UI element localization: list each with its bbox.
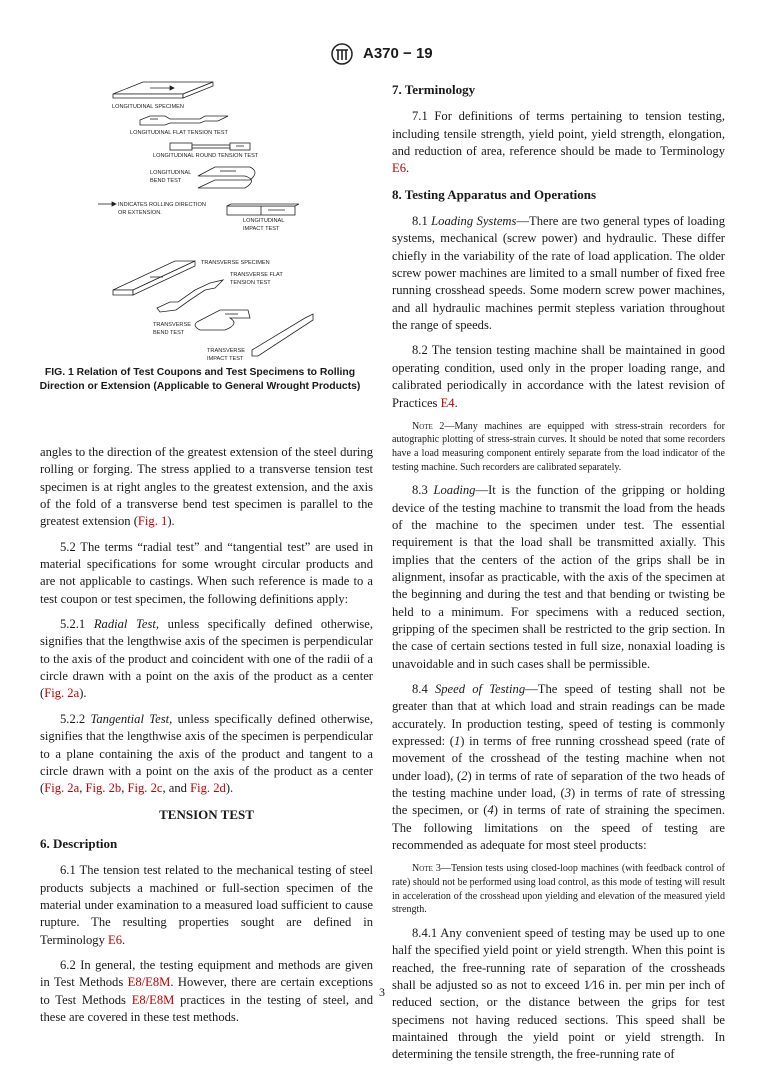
text-run: 5.2.1 [60, 617, 94, 632]
text-run: ). [79, 686, 87, 701]
text-run: —It is the function of the gripping or holding device of the testing machine to transmit the load from the heads of the machine to the specimen under test. The essential requirement is that the load shall be transmitted axially. This implies that the centers of the action of the grips shall be in alignment, insofar as practicable, with the axis of the specimen at the beginning and during the test and that bending or twisting be held to a minimum. For specimens with a reduced section, gripping of the specimen shall be restricted to the grip section. In the case of certain sections tested in full size, nonaxial loading is unavoidable and in such cases shall be permissible. [392, 483, 725, 671]
section-heading: 8. Testing Apparatus and Operations [392, 186, 597, 202]
paragraph [40, 711, 373, 798]
label-transverse-flat: TRANSVERSE FLAT [230, 272, 283, 278]
label-longitudinal-bend: LONGITUDINAL [150, 170, 192, 176]
longitudinal-bend-shape [198, 167, 255, 188]
reference-link[interactable]: Fig. 1 [137, 514, 168, 529]
right-column [392, 75, 725, 1072]
text-run: ). [225, 781, 234, 796]
paragraph [392, 681, 725, 854]
transverse-impact-shape [252, 314, 313, 356]
section-heading: 7. Terminology [392, 82, 476, 97]
reference-link[interactable]: E6 [108, 932, 123, 947]
figure-caption [30, 366, 370, 394]
figure-1-diagram [30, 60, 370, 400]
label-transverse-bend-2: BEND TEST [153, 330, 185, 336]
reference-link[interactable]: Fig. 2a [44, 686, 80, 701]
text-run: 8.4 [412, 682, 435, 696]
label-transverse-impact-2: IMPACT TEST [207, 356, 244, 362]
reference-link[interactable]: E8/E8M [127, 975, 171, 990]
text-run: 7.1 For definitions of terms pertaining to tension testing, including tensile strength, yield point, yield strength, elongation, and reduction of area, reference should be made to Terminology [392, 109, 725, 159]
text-run: , [79, 781, 86, 796]
text-run: 5.2.2 [60, 711, 91, 726]
italic-text: 2 [461, 768, 468, 783]
text-run: 6.1 The tension test related to the mechanical testing of steel products subjects a machined or full-section specimen of the material under examination to a measured load sufficient to cause rupture. The resulting properties sought are defined in Terminology [40, 863, 373, 947]
text-run: —The speed of testing shall not be greater than that at which load and strain readings can be made accurately. In production testing, speed of testing is commonly expressed: ( [392, 682, 726, 749]
text-run: . [406, 161, 410, 176]
label-indicates-2: OR EXTENSION. [118, 210, 162, 216]
text-run: practices in the testing of steel, and these are covered in these test methods. [40, 992, 373, 1024]
text-run: —Tension tests using closed-loop machines (with feedback control of rate) should not be performed using load control, as this mode of testing will result in acceleration of the crosshead upon yielding and elevation of the measured yield strength. [392, 863, 725, 916]
paragraph [392, 342, 725, 411]
label-longitudinal-round: LONGITUDINAL ROUND TENSION TEST [153, 153, 259, 159]
caption-line-2: Direction or Extension (Applicable to General Wrought Products) [39, 381, 361, 392]
paragraph [40, 616, 373, 703]
reference-link[interactable]: Fig. 2b [85, 781, 122, 796]
reference-link[interactable]: E6 [392, 161, 406, 176]
italic-text: 4 [487, 803, 494, 818]
label-transverse-specimen: TRANSVERSE SPECIMEN [201, 260, 270, 266]
text-run: . However, there are certain exceptions to Test Methods [40, 975, 373, 1007]
reference-link[interactable]: Fig. 2c [127, 781, 163, 796]
text-run: unless specifically defined otherwise, signifies that the lengthwise axis of the specimen is perpendicular to the axis of the product and coincident with one of the radii of a circle drawn with a point on the axis of the product as a center ( [40, 617, 373, 701]
text-run: , [121, 781, 128, 796]
reference-link[interactable]: Fig. 2a [44, 781, 80, 796]
text-run: 8.1 [412, 214, 432, 229]
paragraph [40, 539, 373, 608]
label-transverse-flat-2: TENSION TEST [230, 280, 271, 286]
note-label: Note 2 [412, 420, 445, 432]
caption-line-1: FIG. 1 Relation of Test Coupons and Test Specimens to Rolling [44, 367, 356, 378]
text-run: —There are two general types of loading systems, mechanical (screw power) and hydraulic. These differ chiefly in the variability of the rate of load application. The older screw power machines are limited to a small number of fixed free running crosshead speeds. Some modern screw power machines, and all hydraulic machines permit stepless variation throughout the range of speeds. [392, 214, 725, 333]
text-run: . [122, 932, 126, 947]
label-longitudinal-bend-2: BEND TEST [150, 178, 182, 184]
text-run: unless specifically defined otherwise, signifies that the lengthwise axis of the specimen is perpendicular to a plane containing the axis of the product and tangent to a circle drawn with a point on the axis of the product as a center ( [40, 711, 374, 796]
paragraph [40, 862, 373, 949]
label-longitudinal-specimen: LONGITUDINAL SPECIMEN [112, 104, 184, 110]
label-longitudinal-impact-2: IMPACT TEST [243, 226, 280, 232]
text-run: ) in terms of rate of separation of the two heads of the testing machine under load, ( [392, 768, 725, 801]
longitudinal-round-tension-shape [170, 143, 192, 150]
italic-text: Loading [433, 483, 476, 498]
label-longitudinal-flat: LONGITUDINAL FLAT TENSION TEST [130, 130, 228, 136]
paragraph [40, 444, 373, 531]
text-run: angles to the direction of the greatest extension of the steel during rolling or forging. The stress applied to a transverse tension test specimen is at right angles to the greatest extension, and the axis of the fold of a transverse bend test specimen is parallel to the greatest extension ( [40, 445, 373, 529]
label-transverse-bend: TRANSVERSE [153, 322, 191, 328]
text-run: 5.2 The terms “radial test” and “tangential test” are used in material specifications for some wrought circular products and are not applicable to castings. When such reference is made to a test coupon or test specimen, the following definitions apply: [40, 539, 373, 606]
transverse-flat-tension-shape [157, 280, 223, 312]
text-run: 8.2 The tension testing machine shall be maintained in good operating condition, used only in the proper loading range, and calibrated periodically in accordance with the latest revision of Practices [392, 343, 725, 410]
paragraph [392, 213, 725, 334]
reference-link[interactable]: Fig. 2d [190, 781, 226, 796]
italic-text: 1 [453, 734, 461, 749]
text-run: ) in terms of free running crosshead speed (rate of movement of the crosshead of the testing machine when not under load), ( [392, 734, 725, 783]
transverse-bend-shape [195, 310, 250, 330]
note-paragraph [392, 420, 725, 474]
paragraph [392, 108, 725, 177]
reference-link[interactable]: E4 [440, 395, 455, 410]
text-run: —Many machines are equipped with stress-strain recorders for autographic plotting of stress-strain curves. It should be noted that some recorders have a load measuring component entirely separate from the load indicator of the testing machine. Such recorders are calibrated separately. [392, 420, 725, 473]
italic-text: Speed of Testing [434, 682, 526, 696]
italic-text: Loading Systems [431, 214, 517, 229]
reference-link[interactable]: E8/E8M [131, 992, 175, 1007]
text-run: ). [167, 514, 175, 529]
section-heading: 6. Description [40, 835, 118, 851]
note-label: Note 3 [412, 863, 441, 875]
label-transverse-impact: TRANSVERSE [207, 348, 245, 354]
transverse-specimen-shape [113, 261, 195, 290]
italic-text: Tangential Test, [90, 711, 173, 726]
page-number: 3 [379, 985, 385, 999]
text-run: ) in terms of rate of stressing the specimen, or ( [392, 786, 725, 818]
text-run: 8.3 [412, 483, 434, 498]
text-run: 8.4.1 Any convenient speed of testing may be used up to one half the specified yield point or yield strength. When this point is reached, the free-running rate of separation of the crossheads shall be adjusted so as not to exceed 1⁄16 in. per min per inch of reduced section, or the distance between the grips for test specimens not having reduced sections. This speed shall be maintained through the yield point or yield strength. In determining the tensile strength, the free-running rate of [392, 925, 725, 1062]
paragraph [392, 482, 725, 673]
label-longitudinal-impact: LONGITUDINAL [243, 218, 285, 224]
italic-text: 3 [564, 786, 572, 801]
text-run: . [454, 395, 458, 410]
longitudinal-flat-tension-shape [140, 116, 228, 125]
standard-designation: A370 − 19 [362, 44, 433, 62]
label-indicates: INDICATES ROLLING DIRECTION [118, 202, 206, 208]
text-run: ) in terms of rate of straining the specimen. The following limitations on the speed of testing are recommended as adequate for most steel products: [392, 803, 725, 853]
section-heading: TENSION TEST [159, 806, 254, 822]
text-run: , and [162, 781, 191, 796]
italic-text: Radial Test, [93, 617, 160, 632]
text-run: 6.2 In general, the testing equipment and methods are given in Test Methods [40, 957, 373, 990]
note-paragraph [392, 862, 725, 916]
left-column [40, 444, 373, 1034]
